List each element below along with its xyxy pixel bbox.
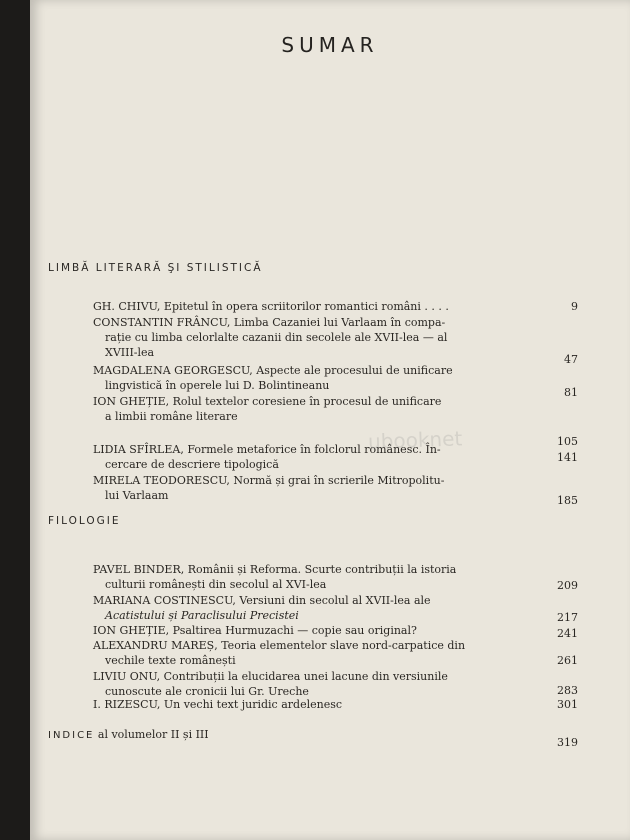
page-number: 141 <box>557 451 578 464</box>
index-keyword: INDICE <box>48 730 95 741</box>
entry-text: culturii românești din secolul al XVI-lea <box>105 578 327 591</box>
entry-text: ION GHEȚIE, Psaltirea Hurmuzachi — copie sau original? <box>93 624 417 637</box>
page-number: 9 <box>571 300 578 313</box>
entry-text: PAVEL BINDER, Românii și Reforma. Scurte contribuții la istoria <box>93 563 457 576</box>
watermark: ubooknet <box>367 426 463 454</box>
page-number: 185 <box>557 494 578 507</box>
entry-text: Acatistului și Paraclisului Precistei <box>105 609 299 622</box>
page-number: 209 <box>557 579 578 592</box>
page-number: 217 <box>557 611 578 624</box>
page-number: 261 <box>557 654 578 667</box>
page-number: 283 <box>557 684 578 697</box>
entry-text: vechile texte românești <box>105 654 236 667</box>
page-number: 301 <box>557 698 578 711</box>
entry-text: GH. CHIVU, Epitetul în opera scriitorilor romantici români . . . . <box>93 300 449 313</box>
entry-text: MARIANA COSTINESCU, Versiuni din secolul al XVII-lea ale <box>93 594 431 607</box>
page-number: 47 <box>564 353 578 366</box>
section-heading-literary: LIMBĂ LITERARĂ ŞI STILISTICĂ <box>48 262 263 274</box>
entry-text: lui Varlaam <box>105 489 169 502</box>
entry-text: rație cu limba celorlalte cazanii din secolele ale XVII-lea — al <box>105 331 448 344</box>
entry-text: ION GHEȚIE, Rolul textelor coresiene în procesul de unificare <box>93 395 442 408</box>
page-number: 319 <box>557 736 578 749</box>
entry-text: CONSTANTIN FRÂNCU, Limba Cazaniei lui Varlaam în compa- <box>93 316 446 329</box>
entry-text: a limbii române literare <box>105 410 238 423</box>
entry-text: XVIII-lea <box>105 346 155 359</box>
page-title: SUMAR <box>281 33 379 57</box>
index-line <box>48 727 209 743</box>
entry-text: lingvistică în operele lui D. Bolintineanu <box>105 379 330 392</box>
section-heading-philology: FILOLOGIE <box>48 515 121 527</box>
page-number: 81 <box>564 386 578 399</box>
page-number: 105 <box>557 435 578 448</box>
entry-text: MIRELA TEODORESCU, Normă și grai în scrierile Mitropolitu- <box>93 474 445 487</box>
entry-text: ALEXANDRU MAREȘ, Teoria elementelor slave nord-carpatice din <box>93 639 466 652</box>
entry-text: cunoscute ale cronicii lui Gr. Ureche <box>105 685 309 698</box>
entry-text: cercare de descriere tipologică <box>105 458 279 471</box>
entry-text: I. RIZESCU, Un vechi text juridic ardelenesc <box>93 698 343 711</box>
entry-text: LIVIU ONU, Contribuții la elucidarea unei lacune din versiunile <box>93 670 448 683</box>
book-page <box>30 0 630 840</box>
entry-text: LIDIA SFÎRLEA, Formele metaforice în folclorul românesc. În- <box>93 443 441 456</box>
entry-text: MAGDALENA GEORGESCU, Aspecte ale procesului de unificare <box>93 364 453 377</box>
page-number: 241 <box>557 627 578 640</box>
index-text: al volumelor II și III <box>97 728 209 741</box>
